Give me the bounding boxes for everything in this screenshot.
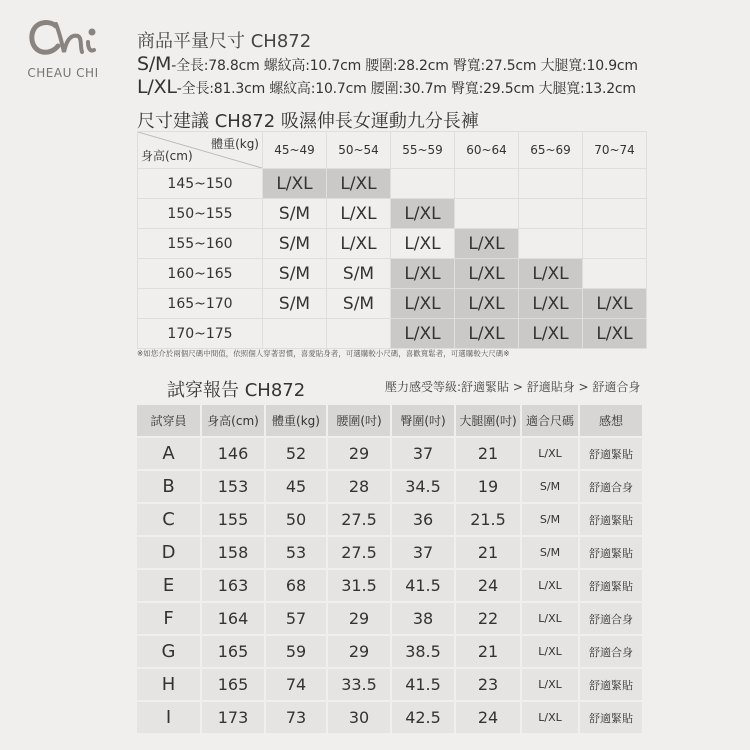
spec-text: -全長:78.8cm 螺紋高:10.7cm 腰圍:28.2cm 臀寬:27.5cm 大腿寬:10.9cm	[171, 58, 638, 74]
trial-cell: 舒適緊貼	[579, 569, 643, 602]
trial-cell: 164	[201, 602, 265, 635]
trial-cell: 37	[391, 437, 455, 470]
trial-cell: B	[137, 470, 201, 503]
spec-size: L/XL	[137, 76, 177, 98]
trial-cell: 173	[201, 701, 265, 734]
size-cell	[583, 199, 647, 229]
size-cell: L/XL	[519, 259, 583, 289]
size-cell: S/M	[263, 289, 327, 319]
size-table-row	[138, 229, 647, 259]
trial-cell: L/XL	[521, 635, 579, 668]
size-cell	[391, 169, 455, 199]
trial-cell: 33.5	[327, 668, 391, 701]
size-cell: S/M	[263, 259, 327, 289]
trial-table-row	[137, 668, 643, 701]
size-cell: S/M	[263, 199, 327, 229]
trial-cell: 57	[265, 602, 327, 635]
trial-cell: 舒適合身	[579, 635, 643, 668]
trial-cell: S/M	[521, 503, 579, 536]
trial-header-cell: 試穿員	[137, 405, 201, 437]
brand-logo	[22, 14, 104, 84]
trial-cell: 27.5	[327, 503, 391, 536]
trial-cell: 21	[455, 536, 521, 569]
trial-cell: I	[137, 701, 201, 734]
size-recommendation-table	[137, 131, 647, 349]
weight-header: 70~74	[583, 132, 647, 169]
pressure-scale: 壓力感受等級:舒適緊貼 > 舒適貼身 > 舒適合身	[385, 380, 641, 394]
trial-cell: 29	[327, 602, 391, 635]
spec-line-lxl	[137, 76, 636, 98]
size-table-row	[138, 199, 647, 229]
trial-cell: H	[137, 668, 201, 701]
trial-section-title: 試穿報告 CH872	[167, 380, 306, 401]
height-range-cell: 150~155	[138, 199, 263, 229]
trial-header-cell: 大腿圍(吋)	[455, 405, 521, 437]
trial-header-cell: 身高(cm)	[201, 405, 265, 437]
size-cell: L/XL	[519, 319, 583, 349]
size-cell	[583, 229, 647, 259]
trial-header-cell: 感想	[579, 405, 643, 437]
trial-cell: S/M	[521, 470, 579, 503]
trial-cell: 31.5	[327, 569, 391, 602]
size-section-title: 尺寸建議 CH872 吸濕伸長女運動九分長褲	[137, 111, 479, 132]
weight-header: 65~69	[519, 132, 583, 169]
size-cell: L/XL	[327, 169, 391, 199]
trial-cell: 37	[391, 536, 455, 569]
trial-cell: 28	[327, 470, 391, 503]
trial-cell: L/XL	[521, 668, 579, 701]
trial-table-row	[137, 569, 643, 602]
trial-header-cell: 適合尺碼	[521, 405, 579, 437]
trial-cell: 146	[201, 437, 265, 470]
trial-table-row	[137, 602, 643, 635]
trial-cell: 29	[327, 635, 391, 668]
trial-cell: 53	[265, 536, 327, 569]
size-cell	[455, 199, 519, 229]
size-table-row	[138, 259, 647, 289]
size-cell: L/XL	[391, 259, 455, 289]
height-range-cell: 165~170	[138, 289, 263, 319]
size-cell: L/XL	[455, 259, 519, 289]
trial-cell: L/XL	[521, 602, 579, 635]
chi-script-logo-icon	[26, 14, 102, 64]
height-axis-label: 身高(cm)	[141, 149, 193, 163]
trial-cell: L/XL	[521, 569, 579, 602]
trial-cell: 22	[455, 602, 521, 635]
size-table-row	[138, 289, 647, 319]
size-cell: S/M	[263, 229, 327, 259]
height-range-cell: 155~160	[138, 229, 263, 259]
size-cell: L/XL	[263, 169, 327, 199]
trial-cell: 50	[265, 503, 327, 536]
trial-cell: 舒適合身	[579, 602, 643, 635]
size-cell: L/XL	[583, 289, 647, 319]
trial-table-row	[137, 701, 643, 734]
size-cell: S/M	[327, 289, 391, 319]
trial-cell: A	[137, 437, 201, 470]
size-cell: L/XL	[455, 229, 519, 259]
page-title: 商品平量尺寸 CH872	[137, 31, 312, 52]
size-cell: L/XL	[391, 199, 455, 229]
spec-line-sm	[137, 53, 638, 75]
trial-table-header-row	[137, 405, 643, 437]
size-cell: L/XL	[391, 289, 455, 319]
trial-cell: 59	[265, 635, 327, 668]
trial-cell: 155	[201, 503, 265, 536]
trial-cell: 36	[391, 503, 455, 536]
size-cell	[455, 169, 519, 199]
trial-cell: 舒適緊貼	[579, 437, 643, 470]
trial-cell: 30	[327, 701, 391, 734]
size-cell: L/XL	[327, 229, 391, 259]
trial-cell: 21	[455, 437, 521, 470]
size-cell: L/XL	[391, 319, 455, 349]
size-table-header-row	[138, 132, 647, 169]
trial-cell: S/M	[521, 536, 579, 569]
trial-cell: 舒適緊貼	[579, 503, 643, 536]
trial-cell: 舒適緊貼	[579, 536, 643, 569]
weight-axis-label: 體重(kg)	[211, 137, 259, 151]
trial-cell: 38.5	[391, 635, 455, 668]
trial-cell: 29	[327, 437, 391, 470]
size-cell: S/M	[327, 259, 391, 289]
trial-cell: 23	[455, 668, 521, 701]
trial-cell: 38	[391, 602, 455, 635]
weight-header: 55~59	[391, 132, 455, 169]
trial-cell: 34.5	[391, 470, 455, 503]
weight-header: 60~64	[455, 132, 519, 169]
trial-header-cell: 臀圍(吋)	[391, 405, 455, 437]
trial-table-row	[137, 635, 643, 668]
trial-cell: 52	[265, 437, 327, 470]
trial-cell: 158	[201, 536, 265, 569]
size-cell: L/XL	[455, 319, 519, 349]
height-range-cell: 145~150	[138, 169, 263, 199]
trial-cell: 74	[265, 668, 327, 701]
spec-size: S/M	[137, 53, 172, 75]
trial-cell: 24	[455, 569, 521, 602]
trial-cell: 45	[265, 470, 327, 503]
trial-cell: C	[137, 503, 201, 536]
trial-cell: 68	[265, 569, 327, 602]
trial-table-row	[137, 503, 643, 536]
size-cell	[583, 169, 647, 199]
size-table-row	[138, 319, 647, 349]
trial-cell: D	[137, 536, 201, 569]
brand-name: CHEAU CHI	[27, 66, 99, 80]
trial-table-row	[137, 437, 643, 470]
trial-header-cell: 腰圍(吋)	[327, 405, 391, 437]
height-range-cell: 170~175	[138, 319, 263, 349]
size-cell: L/XL	[391, 229, 455, 259]
trial-cell: 41.5	[391, 569, 455, 602]
spec-text: -全長:81.3cm 螺紋高:10.7cm 腰圍:30.7m 臀寬:29.5cm 大腿寬:13.2cm	[176, 81, 636, 97]
trial-cell: F	[137, 602, 201, 635]
trial-cell: 19	[455, 470, 521, 503]
trial-cell: 153	[201, 470, 265, 503]
trial-cell: 73	[265, 701, 327, 734]
size-cell: L/XL	[583, 319, 647, 349]
size-cell	[583, 259, 647, 289]
trial-cell: 165	[201, 668, 265, 701]
trial-cell: G	[137, 635, 201, 668]
trial-table-row	[137, 470, 643, 503]
trial-cell: 舒適合身	[579, 470, 643, 503]
size-table-corner	[138, 132, 263, 169]
trial-cell: 163	[201, 569, 265, 602]
size-cell: L/XL	[519, 289, 583, 319]
trial-cell: 舒適緊貼	[579, 701, 643, 734]
weight-header: 50~54	[327, 132, 391, 169]
size-cell	[519, 199, 583, 229]
size-cell	[327, 319, 391, 349]
size-cell	[519, 229, 583, 259]
trial-cell: 21	[455, 635, 521, 668]
trial-cell: L/XL	[521, 437, 579, 470]
trial-cell: E	[137, 569, 201, 602]
size-cell	[263, 319, 327, 349]
size-note: ※如您介於兩個尺碼中間值，依照個人穿著習慣，喜愛貼身者，可選購較小尺碼，喜歡寬鬆者，可選購較大尺碼※	[137, 349, 510, 358]
size-table-row	[138, 169, 647, 199]
trial-cell: 41.5	[391, 668, 455, 701]
trial-report-table	[137, 405, 644, 735]
trial-cell: 42.5	[391, 701, 455, 734]
size-cell: L/XL	[327, 199, 391, 229]
size-cell	[519, 169, 583, 199]
trial-cell: 21.5	[455, 503, 521, 536]
trial-cell: 27.5	[327, 536, 391, 569]
size-cell: L/XL	[455, 289, 519, 319]
trial-cell: 165	[201, 635, 265, 668]
trial-cell: L/XL	[521, 701, 579, 734]
weight-header: 45~49	[263, 132, 327, 169]
trial-table-row	[137, 536, 643, 569]
trial-cell: 舒適緊貼	[579, 668, 643, 701]
trial-header-cell: 體重(kg)	[265, 405, 327, 437]
height-range-cell: 160~165	[138, 259, 263, 289]
trial-cell: 24	[455, 701, 521, 734]
